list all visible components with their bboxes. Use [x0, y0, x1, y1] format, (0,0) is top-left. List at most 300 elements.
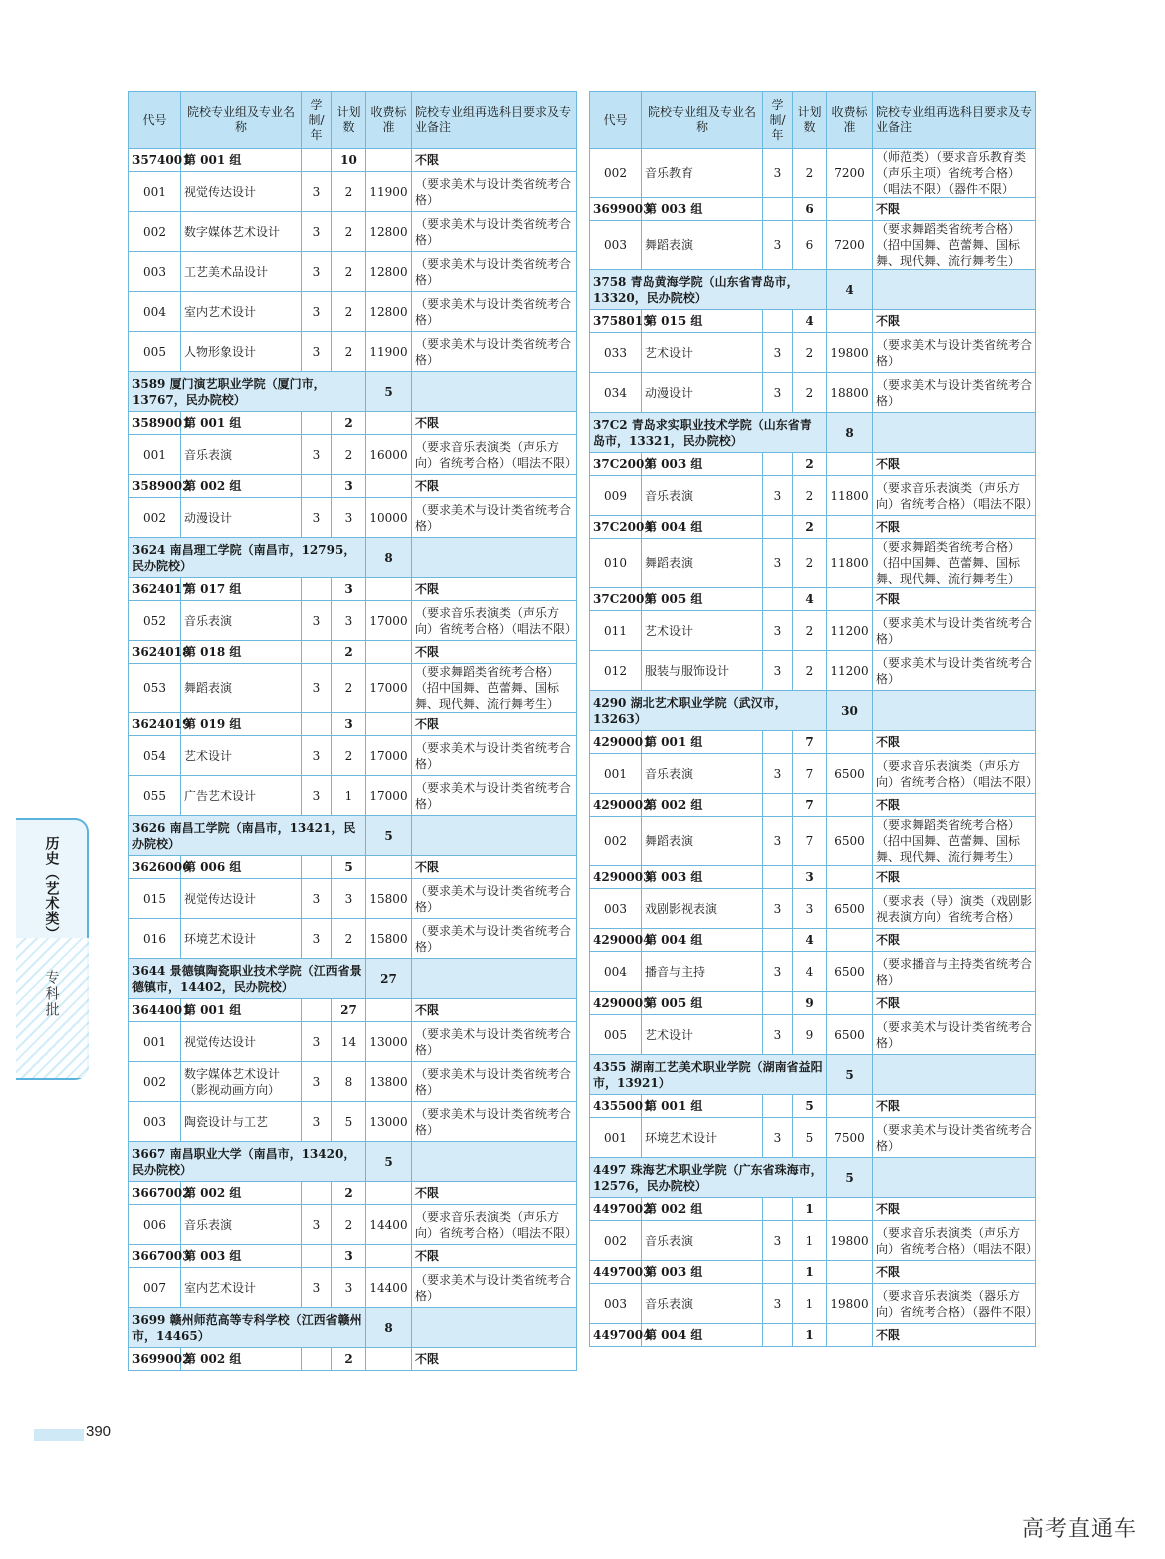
major-note: （要求美术与设计类省统考合格） — [873, 611, 1036, 651]
group-plan: 2 — [332, 641, 366, 664]
major-name: 视觉传达设计 — [181, 1022, 302, 1062]
school-row — [590, 413, 1036, 453]
major-plan: 2 — [332, 919, 366, 959]
group-row — [590, 198, 1036, 221]
page-number: 390 — [86, 1423, 112, 1440]
major-code: 001 — [129, 172, 181, 212]
group-note: 不限 — [412, 713, 577, 736]
section-side-tab — [16, 818, 89, 1080]
group-row — [129, 1245, 577, 1268]
major-code: 003 — [129, 252, 181, 292]
major-code: 003 — [590, 1284, 642, 1324]
school-note-empty — [873, 691, 1036, 731]
group-row — [129, 856, 577, 879]
school-name: 3667 南昌职业大学（南昌市，13420，民办院校） — [129, 1142, 366, 1182]
major-code: 002 — [129, 1062, 181, 1102]
major-years: 3 — [763, 889, 793, 929]
group-name: 第 004 组 — [642, 516, 763, 539]
major-code: 055 — [129, 776, 181, 816]
group-years-empty — [302, 641, 332, 664]
group-code: 3667003 — [129, 1245, 181, 1268]
school-name: 4355 湖南工艺美术职业学院（湖南省益阳市，13921） — [590, 1055, 827, 1095]
major-name: 视觉传达设计 — [181, 879, 302, 919]
major-note: （要求舞蹈类省统考合格）（招中国舞、芭蕾舞、国标舞、现代舞、流行舞考生） — [873, 539, 1036, 588]
header-fee: 收费标准 — [827, 92, 873, 149]
major-fee: 11200 — [827, 611, 873, 651]
school-note-empty — [873, 1055, 1036, 1095]
major-years: 3 — [763, 539, 793, 588]
major-row — [129, 919, 577, 959]
group-name: 第 003 组 — [642, 198, 763, 221]
major-row — [590, 476, 1036, 516]
group-plan: 3 — [332, 475, 366, 498]
major-row — [129, 212, 577, 252]
major-name: 人物形象设计 — [181, 332, 302, 372]
major-row — [129, 498, 577, 538]
major-fee: 10000 — [366, 498, 412, 538]
major-years: 3 — [302, 919, 332, 959]
group-note: 不限 — [412, 149, 577, 172]
major-fee: 12800 — [366, 212, 412, 252]
major-code: 001 — [590, 754, 642, 794]
group-years-empty — [302, 578, 332, 601]
watermark-text: 高考直通车 — [1021, 1517, 1137, 1542]
group-note: 不限 — [873, 992, 1036, 1015]
group-fee-empty — [827, 516, 873, 539]
group-years-empty — [763, 1324, 793, 1347]
group-fee-empty — [366, 999, 412, 1022]
major-row — [590, 373, 1036, 413]
major-fee: 6500 — [827, 754, 873, 794]
group-name: 第 018 组 — [181, 641, 302, 664]
major-name: 工艺美术品设计 — [181, 252, 302, 292]
group-row — [590, 731, 1036, 754]
major-plan: 3 — [332, 879, 366, 919]
group-name: 第 005 组 — [642, 588, 763, 611]
major-fee: 15800 — [366, 919, 412, 959]
school-note-empty — [873, 1158, 1036, 1198]
group-note: 不限 — [873, 310, 1036, 333]
major-code: 052 — [129, 601, 181, 641]
major-plan: 2 — [332, 1205, 366, 1245]
major-name: 环境艺术设计 — [181, 919, 302, 959]
header-years: 学制/年 — [302, 92, 332, 149]
group-years-empty — [763, 866, 793, 889]
major-row — [590, 817, 1036, 866]
group-name: 第 006 组 — [181, 856, 302, 879]
school-row — [590, 1158, 1036, 1198]
major-plan: 6 — [793, 221, 827, 270]
group-row — [590, 992, 1036, 1015]
group-row — [590, 1261, 1036, 1284]
school-plan: 5 — [827, 1158, 873, 1198]
major-plan: 5 — [332, 1102, 366, 1142]
group-name: 第 003 组 — [181, 1245, 302, 1268]
major-name: 舞蹈表演 — [642, 221, 763, 270]
group-plan: 2 — [332, 1348, 366, 1371]
school-note-empty — [412, 816, 577, 856]
major-name: 动漫设计 — [181, 498, 302, 538]
right-admission-table — [589, 91, 1039, 1347]
group-fee-empty — [827, 588, 873, 611]
major-note: （要求美术与设计类省统考合格） — [412, 498, 577, 538]
group-plan: 1 — [793, 1324, 827, 1347]
group-fee-empty — [827, 1095, 873, 1118]
major-fee: 19800 — [827, 1284, 873, 1324]
major-note: （要求美术与设计类省统考合格） — [412, 292, 577, 332]
group-plan: 4 — [793, 588, 827, 611]
group-years-empty — [302, 149, 332, 172]
major-plan: 2 — [793, 149, 827, 198]
header-plan: 计划数 — [793, 92, 827, 149]
major-row — [590, 1118, 1036, 1158]
major-plan: 1 — [793, 1284, 827, 1324]
major-years: 3 — [763, 221, 793, 270]
major-years: 3 — [302, 435, 332, 475]
major-plan: 1 — [332, 776, 366, 816]
major-note: （要求音乐表演类（器乐方向）省统考合格）（器件不限） — [873, 1284, 1036, 1324]
school-row — [129, 816, 577, 856]
major-name: 舞蹈表演 — [642, 539, 763, 588]
major-plan: 3 — [332, 1268, 366, 1308]
group-code: 4290003 — [590, 866, 642, 889]
major-code: 012 — [590, 651, 642, 691]
group-row — [590, 516, 1036, 539]
major-plan: 2 — [793, 373, 827, 413]
group-note: 不限 — [412, 1245, 577, 1268]
school-name: 3626 南昌工学院（南昌市，13421，民办院校） — [129, 816, 366, 856]
major-plan: 1 — [793, 1221, 827, 1261]
major-plan: 2 — [793, 611, 827, 651]
major-row — [590, 889, 1036, 929]
group-fee-empty — [827, 1198, 873, 1221]
group-years-empty — [763, 1198, 793, 1221]
major-note: （要求美术与设计类省统考合格） — [412, 736, 577, 776]
major-note: （要求美术与设计类省统考合格） — [412, 332, 577, 372]
major-plan: 7 — [793, 754, 827, 794]
group-name: 第 004 组 — [642, 929, 763, 952]
major-plan: 2 — [332, 292, 366, 332]
group-row — [590, 866, 1036, 889]
group-name: 第 004 组 — [642, 1324, 763, 1347]
major-note: （要求美术与设计类省统考合格） — [412, 1062, 577, 1102]
major-years: 3 — [763, 952, 793, 992]
group-code: 3699002 — [129, 1348, 181, 1371]
major-years: 3 — [302, 664, 332, 713]
major-years: 3 — [302, 776, 332, 816]
major-name: 服装与服饰设计 — [642, 651, 763, 691]
group-name: 第 001 组 — [642, 731, 763, 754]
group-plan: 2 — [793, 453, 827, 476]
group-row — [129, 475, 577, 498]
major-name: 动漫设计 — [642, 373, 763, 413]
major-row — [129, 664, 577, 713]
major-code: 003 — [590, 889, 642, 929]
major-note: （要求美术与设计类省统考合格） — [412, 252, 577, 292]
group-plan: 27 — [332, 999, 366, 1022]
group-note: 不限 — [873, 866, 1036, 889]
major-note: （要求音乐表演类（声乐方向）省统考合格）（唱法不限） — [873, 1221, 1036, 1261]
major-plan: 2 — [793, 539, 827, 588]
group-note: 不限 — [873, 198, 1036, 221]
group-fee-empty — [827, 1324, 873, 1347]
major-years: 3 — [302, 1268, 332, 1308]
group-plan: 1 — [793, 1261, 827, 1284]
school-plan: 5 — [366, 372, 412, 412]
major-row — [590, 754, 1036, 794]
major-plan: 2 — [332, 252, 366, 292]
group-years-empty — [302, 475, 332, 498]
major-code: 011 — [590, 611, 642, 651]
group-note: 不限 — [873, 588, 1036, 611]
group-code: 3574001 — [129, 149, 181, 172]
major-name: 戏剧影视表演 — [642, 889, 763, 929]
major-fee: 13000 — [366, 1102, 412, 1142]
group-row — [590, 794, 1036, 817]
group-row — [129, 1348, 577, 1371]
group-fee-empty — [827, 929, 873, 952]
major-plan: 2 — [332, 664, 366, 713]
major-note: （要求美术与设计类省统考合格） — [412, 172, 577, 212]
school-name: 37C2 青岛求实职业技术学院（山东省青岛市，13321，民办院校） — [590, 413, 827, 453]
school-plan: 5 — [366, 1142, 412, 1182]
school-name: 3699 赣州师范高等专科学校（江西省赣州市，14465） — [129, 1308, 366, 1348]
major-row — [590, 1284, 1036, 1324]
group-code: 4497004 — [590, 1324, 642, 1347]
school-name: 3624 南昌理工学院（南昌市，12795，民办院校） — [129, 538, 366, 578]
group-note: 不限 — [412, 1182, 577, 1205]
major-name: 艺术设计 — [642, 333, 763, 373]
group-years-empty — [763, 310, 793, 333]
major-row — [590, 1015, 1036, 1055]
group-years-empty — [302, 412, 332, 435]
group-note: 不限 — [873, 1261, 1036, 1284]
major-note: （要求音乐表演类（声乐方向）省统考合格）（唱法不限） — [873, 754, 1036, 794]
major-code: 004 — [590, 952, 642, 992]
major-name: 数字媒体艺术设计（影视动画方向） — [181, 1062, 302, 1102]
left-table-body — [129, 149, 577, 1371]
major-code: 016 — [129, 919, 181, 959]
major-years: 3 — [302, 601, 332, 641]
group-plan: 4 — [793, 310, 827, 333]
major-fee: 6500 — [827, 952, 873, 992]
major-fee: 6500 — [827, 1015, 873, 1055]
group-code: 3699003 — [590, 198, 642, 221]
major-name: 音乐表演 — [642, 754, 763, 794]
major-plan: 2 — [793, 651, 827, 691]
school-plan: 30 — [827, 691, 873, 731]
group-code: 37C2005 — [590, 588, 642, 611]
group-code: 4497003 — [590, 1261, 642, 1284]
header-note: 院校专业组再选科目要求及专业备注 — [412, 92, 577, 149]
major-years: 3 — [763, 373, 793, 413]
major-name: 艺术设计 — [181, 736, 302, 776]
group-years-empty — [302, 1348, 332, 1371]
major-years: 3 — [763, 149, 793, 198]
school-row — [129, 538, 577, 578]
school-row — [590, 270, 1036, 310]
major-note: （要求播音与主持类省统考合格） — [873, 952, 1036, 992]
major-row — [590, 611, 1036, 651]
major-fee: 14400 — [366, 1268, 412, 1308]
group-name: 第 003 组 — [642, 866, 763, 889]
major-row — [129, 1102, 577, 1142]
major-row — [129, 1205, 577, 1245]
school-name: 4290 湖北艺术职业学院（武汉市，13263） — [590, 691, 827, 731]
group-years-empty — [302, 1182, 332, 1205]
major-code: 003 — [590, 221, 642, 270]
group-note: 不限 — [412, 475, 577, 498]
major-note: （师范类）（要求音乐教育类（声乐主项）省统考合格）（唱法不限）（器件不限） — [873, 149, 1036, 198]
group-years-empty — [763, 516, 793, 539]
major-fee: 15800 — [366, 879, 412, 919]
group-row — [590, 1324, 1036, 1347]
group-plan: 3 — [332, 578, 366, 601]
header-note: 院校专业组再选科目要求及专业备注 — [873, 92, 1036, 149]
group-note: 不限 — [412, 856, 577, 879]
major-note: （要求舞蹈类省统考合格）（招中国舞、芭蕾舞、国标舞、现代舞、流行舞考生） — [873, 221, 1036, 270]
group-note: 不限 — [412, 999, 577, 1022]
group-row — [129, 999, 577, 1022]
group-plan: 2 — [332, 412, 366, 435]
major-years: 3 — [302, 212, 332, 252]
major-plan: 3 — [332, 498, 366, 538]
group-name: 第 002 组 — [642, 1198, 763, 1221]
major-note: （要求美术与设计类省统考合格） — [873, 333, 1036, 373]
group-code: 4497002 — [590, 1198, 642, 1221]
right-table-body — [590, 149, 1039, 1347]
major-row — [129, 601, 577, 641]
group-name: 第 017 组 — [181, 578, 302, 601]
school-name: 3589 厦门演艺职业学院（厦门市，13767，民办院校） — [129, 372, 366, 412]
major-name: 数字媒体艺术设计 — [181, 212, 302, 252]
major-row — [129, 292, 577, 332]
major-name: 音乐表演 — [181, 435, 302, 475]
group-note: 不限 — [873, 1198, 1036, 1221]
group-code: 3667002 — [129, 1182, 181, 1205]
group-plan: 7 — [793, 794, 827, 817]
group-note: 不限 — [412, 578, 577, 601]
group-row — [590, 1095, 1036, 1118]
group-plan: 9 — [793, 992, 827, 1015]
group-note: 不限 — [873, 453, 1036, 476]
group-fee-empty — [366, 1348, 412, 1371]
major-name: 视觉传达设计 — [181, 172, 302, 212]
school-note-empty — [412, 1308, 577, 1348]
major-name: 舞蹈表演 — [181, 664, 302, 713]
major-years: 3 — [763, 817, 793, 866]
major-fee: 7200 — [827, 221, 873, 270]
group-years-empty — [763, 929, 793, 952]
major-years: 3 — [302, 498, 332, 538]
major-fee: 11200 — [827, 651, 873, 691]
school-plan: 8 — [827, 413, 873, 453]
group-plan: 2 — [332, 1182, 366, 1205]
group-code: 3624017 — [129, 578, 181, 601]
major-fee: 6500 — [827, 889, 873, 929]
group-code: 4290001 — [590, 731, 642, 754]
side-tab-subtitle: 专科批 — [43, 970, 60, 1018]
group-years-empty — [763, 198, 793, 221]
group-name: 第 002 组 — [642, 794, 763, 817]
group-note: 不限 — [873, 929, 1036, 952]
major-code: 053 — [129, 664, 181, 713]
major-name: 音乐表演 — [642, 476, 763, 516]
major-name: 艺术设计 — [642, 611, 763, 651]
major-plan: 9 — [793, 1015, 827, 1055]
group-name: 第 015 组 — [642, 310, 763, 333]
major-plan: 5 — [793, 1118, 827, 1158]
group-years-empty — [763, 1095, 793, 1118]
header-code: 代号 — [129, 92, 181, 149]
side-tab-title: 历史（艺术类） — [43, 836, 60, 941]
group-code: 37C2003 — [590, 453, 642, 476]
major-fee: 12800 — [366, 252, 412, 292]
group-note: 不限 — [873, 731, 1036, 754]
major-years: 3 — [763, 611, 793, 651]
group-fee-empty — [366, 578, 412, 601]
school-row — [129, 959, 577, 999]
school-plan: 4 — [827, 270, 873, 310]
major-years: 3 — [302, 292, 332, 332]
table-header-row — [590, 92, 1036, 149]
major-plan: 2 — [793, 476, 827, 516]
left-admission-table — [128, 91, 577, 1371]
major-code: 004 — [129, 292, 181, 332]
major-years: 3 — [763, 1221, 793, 1261]
school-note-empty — [412, 959, 577, 999]
major-row — [129, 252, 577, 292]
group-row — [129, 578, 577, 601]
group-fee-empty — [366, 1245, 412, 1268]
major-note: （要求美术与设计类省统考合格） — [412, 1268, 577, 1308]
group-fee-empty — [366, 412, 412, 435]
major-row — [590, 651, 1036, 691]
major-fee: 11800 — [827, 476, 873, 516]
group-code: 3589002 — [129, 475, 181, 498]
major-note: （要求音乐表演类（声乐方向）省统考合格）（唱法不限） — [412, 435, 577, 475]
major-code: 001 — [129, 1022, 181, 1062]
group-plan: 3 — [332, 1245, 366, 1268]
major-note: （要求美术与设计类省统考合格） — [412, 1022, 577, 1062]
major-name: 音乐表演 — [181, 1205, 302, 1245]
group-fee-empty — [827, 794, 873, 817]
group-row — [129, 149, 577, 172]
major-note: （要求美术与设计类省统考合格） — [412, 1102, 577, 1142]
group-plan: 6 — [793, 198, 827, 221]
major-note: （要求美术与设计类省统考合格） — [873, 1118, 1036, 1158]
major-code: 002 — [590, 149, 642, 198]
major-fee: 12800 — [366, 292, 412, 332]
major-fee: 6500 — [827, 817, 873, 866]
school-plan: 5 — [366, 816, 412, 856]
major-name: 艺术设计 — [642, 1015, 763, 1055]
major-code: 005 — [590, 1015, 642, 1055]
school-plan: 8 — [366, 1308, 412, 1348]
major-years: 3 — [763, 1118, 793, 1158]
major-plan: 7 — [793, 817, 827, 866]
major-row — [129, 435, 577, 475]
group-note: 不限 — [873, 1095, 1036, 1118]
major-fee: 11900 — [366, 172, 412, 212]
major-code: 002 — [129, 498, 181, 538]
major-fee: 19800 — [827, 333, 873, 373]
major-note: （要求音乐表演类（声乐方向）省统考合格）（唱法不限） — [412, 601, 577, 641]
group-fee-empty — [366, 475, 412, 498]
group-code: 4290004 — [590, 929, 642, 952]
major-row — [590, 952, 1036, 992]
group-fee-empty — [366, 1182, 412, 1205]
